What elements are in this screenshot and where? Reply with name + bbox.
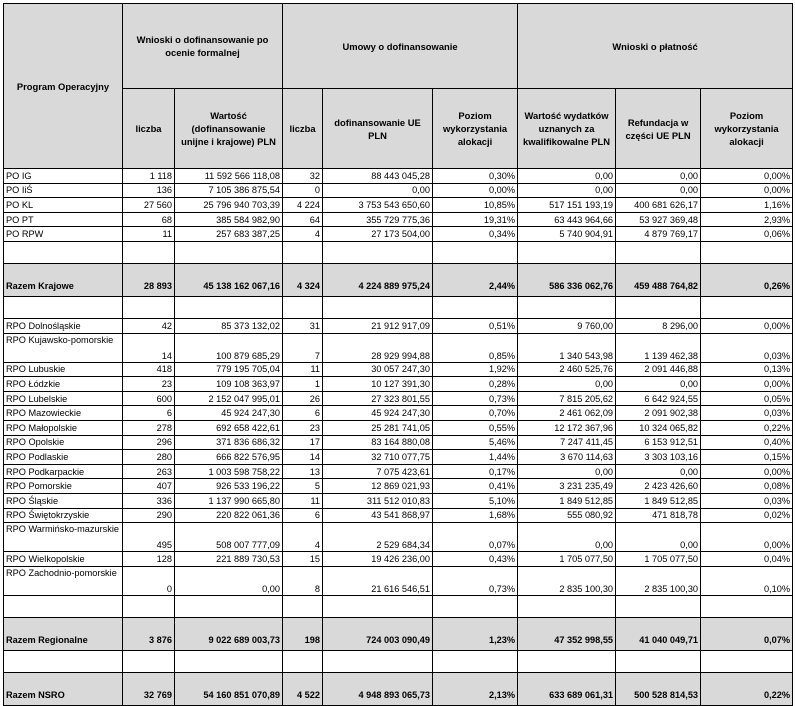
value-cell-c1: 1 118 [123, 169, 175, 184]
value-cell-v1: 257 683 387,25 [175, 227, 283, 242]
value-cell-p3: 0,00% [701, 169, 793, 184]
value-cell-p3: 0,02% [701, 508, 793, 523]
value-cell-r3: 0,00 [616, 464, 701, 479]
value-cell-p2: 2,44% [433, 263, 518, 296]
value-cell-c1: 0 [123, 566, 175, 595]
value-cell-p2: 5,10% [433, 493, 518, 508]
value-cell-v3: 517 151 193,19 [518, 198, 616, 213]
program-name-cell: RPO Podkarpackie [4, 464, 123, 479]
value-cell-p3: 1,16% [701, 198, 793, 213]
spacer-cell [123, 241, 175, 263]
spacer-cell [518, 650, 616, 672]
value-cell-r3: 0,00 [616, 523, 701, 552]
value-cell-v3: 1 340 543,98 [518, 333, 616, 362]
value-cell-r3: 400 681 626,17 [616, 198, 701, 213]
value-cell-v1: 109 108 363,97 [175, 377, 283, 392]
value-cell-c1: 3 876 [123, 617, 175, 650]
table-row [4, 420, 793, 435]
value-cell-v1: 100 879 685,29 [175, 333, 283, 362]
spacer-cell [616, 296, 701, 318]
value-cell-v3: 47 352 998,55 [518, 617, 616, 650]
spacer-cell [175, 650, 283, 672]
value-cell-v3: 12 172 367,96 [518, 420, 616, 435]
value-cell-v2: 12 869 021,93 [323, 479, 433, 494]
value-cell-v3: 1 849 512,85 [518, 493, 616, 508]
spacer-cell [323, 296, 433, 318]
value-cell-v1: 11 592 566 118,08 [175, 169, 283, 184]
value-cell-r3: 1 139 462,38 [616, 333, 701, 362]
value-cell-v2: 45 924 247,30 [323, 406, 433, 421]
value-cell-c2: 23 [283, 420, 323, 435]
spacer-cell [518, 296, 616, 318]
value-cell-v3: 5 740 904,91 [518, 227, 616, 242]
nsro-report-table [3, 3, 793, 706]
value-cell-p3: 0,22% [701, 420, 793, 435]
value-cell-p2: 10,85% [433, 198, 518, 213]
value-cell-r3: 1 849 512,85 [616, 493, 701, 508]
value-cell-v1: 666 822 576,95 [175, 450, 283, 465]
spacer-cell [433, 296, 518, 318]
value-cell-p2: 0,07% [433, 523, 518, 552]
value-cell-r3: 4 879 769,17 [616, 227, 701, 242]
spacer-cell [616, 241, 701, 263]
value-cell-v2: 21 912 917,09 [323, 318, 433, 333]
program-name-cell: PO IiŚ [4, 183, 123, 198]
value-cell-v2: 27 173 504,00 [323, 227, 433, 242]
value-cell-c2: 8 [283, 566, 323, 595]
table-row [4, 523, 793, 552]
value-cell-v2: 27 323 801,55 [323, 391, 433, 406]
table-row [4, 212, 793, 227]
value-cell-v3: 2 835 100,30 [518, 566, 616, 595]
value-cell-v2: 83 164 880,08 [323, 435, 433, 450]
value-cell-v1: 45 924 247,30 [175, 406, 283, 421]
program-name-cell: RPO Małopolskie [4, 420, 123, 435]
spacer-cell [616, 595, 701, 617]
value-cell-p2: 0,41% [433, 479, 518, 494]
value-cell-c1: 336 [123, 493, 175, 508]
value-cell-p3: 0,13% [701, 362, 793, 377]
value-cell-r3: 471 818,78 [616, 508, 701, 523]
value-cell-r3: 500 528 814,53 [616, 672, 701, 705]
value-cell-c1: 290 [123, 508, 175, 523]
value-cell-p3: 0,04% [701, 552, 793, 567]
value-cell-v2: 0,00 [323, 183, 433, 198]
value-cell-c2: 31 [283, 318, 323, 333]
header-applications-value: Wartość (dofinansowanie unijne i krajowe) PLN [175, 89, 283, 169]
value-cell-p3: 0,03% [701, 406, 793, 421]
value-cell-r3: 0,00 [616, 169, 701, 184]
spacer-row [4, 296, 793, 318]
value-cell-p3: 0,00% [701, 183, 793, 198]
header-payments-value: Wartość wydatków uznanych za kwalifikowalne PLN [518, 89, 616, 169]
value-cell-r3: 8 296,00 [616, 318, 701, 333]
spacer-row [4, 650, 793, 672]
value-cell-v3: 0,00 [518, 377, 616, 392]
value-cell-v3: 63 443 964,66 [518, 212, 616, 227]
spacer-cell [701, 241, 793, 263]
value-cell-p2: 0,34% [433, 227, 518, 242]
value-cell-v1: 1 137 990 665,80 [175, 493, 283, 508]
program-name-cell: RPO Kujawsko-pomorskie [4, 333, 123, 362]
spacer-row [4, 595, 793, 617]
spacer-cell [123, 650, 175, 672]
value-cell-p2: 19,31% [433, 212, 518, 227]
value-cell-v3: 7 815 205,62 [518, 391, 616, 406]
value-cell-v1: 779 195 705,04 [175, 362, 283, 377]
value-cell-v1: 7 105 386 875,54 [175, 183, 283, 198]
spacer-cell [175, 296, 283, 318]
value-cell-v1: 45 138 162 067,16 [175, 263, 283, 296]
value-cell-v3: 0,00 [518, 523, 616, 552]
table-row [4, 435, 793, 450]
spacer-cell [701, 595, 793, 617]
header-contracts-level: Poziom wykorzystania alokacji [433, 89, 518, 169]
header-payments-refund: Refundacja w części UE PLN [616, 89, 701, 169]
spacer-cell [123, 296, 175, 318]
program-name-cell: Razem Krajowe [4, 263, 123, 296]
value-cell-c1: 11 [123, 227, 175, 242]
value-cell-c2: 17 [283, 435, 323, 450]
value-cell-p3: 2,93% [701, 212, 793, 227]
value-cell-p2: 0,28% [433, 377, 518, 392]
program-name-cell: RPO Warmińsko-mazurskie [4, 523, 123, 552]
value-cell-c1: 600 [123, 391, 175, 406]
value-cell-r3: 6 153 912,51 [616, 435, 701, 450]
value-cell-c1: 128 [123, 552, 175, 567]
table-row [4, 464, 793, 479]
value-cell-c2: 1 [283, 377, 323, 392]
table-row [4, 362, 793, 377]
value-cell-c2: 198 [283, 617, 323, 650]
header-contracts-count: liczba [283, 89, 323, 169]
value-cell-r3: 0,00 [616, 183, 701, 198]
value-cell-v2: 4 948 893 065,73 [323, 672, 433, 705]
value-cell-v1: 1 003 598 758,22 [175, 464, 283, 479]
value-cell-p2: 0,51% [433, 318, 518, 333]
value-cell-v2: 2 529 684,34 [323, 523, 433, 552]
spacer-cell [701, 650, 793, 672]
spacer-cell [283, 650, 323, 672]
value-cell-v3: 3 231 235,49 [518, 479, 616, 494]
value-cell-v1: 926 533 196,22 [175, 479, 283, 494]
header-applications-count: liczba [123, 89, 175, 169]
program-name-cell: RPO Lubelskie [4, 391, 123, 406]
value-cell-c1: 495 [123, 523, 175, 552]
value-cell-c2: 6 [283, 508, 323, 523]
table-row [4, 169, 793, 184]
value-cell-v3: 0,00 [518, 464, 616, 479]
program-name-cell: Razem Regionalne [4, 617, 123, 650]
value-cell-v2: 10 127 391,30 [323, 377, 433, 392]
value-cell-v2: 30 057 247,30 [323, 362, 433, 377]
value-cell-v1: 508 007 777,09 [175, 523, 283, 552]
value-cell-r3: 2 835 100,30 [616, 566, 701, 595]
spacer-cell [616, 650, 701, 672]
value-cell-p3: 0,05% [701, 391, 793, 406]
value-cell-p2: 0,55% [433, 420, 518, 435]
value-cell-p3: 0,10% [701, 566, 793, 595]
spacer-cell [175, 241, 283, 263]
value-cell-v2: 355 729 775,36 [323, 212, 433, 227]
value-cell-v1: 0,00 [175, 566, 283, 595]
spacer-row [4, 241, 793, 263]
value-cell-c1: 263 [123, 464, 175, 479]
program-name-cell: RPO Zachodnio-pomorskie [4, 566, 123, 595]
total-row [4, 263, 793, 296]
table-row [4, 566, 793, 595]
value-cell-c1: 418 [123, 362, 175, 377]
value-cell-p3: 0,07% [701, 617, 793, 650]
program-name-cell: PO IG [4, 169, 123, 184]
value-cell-v3: 2 461 062,09 [518, 406, 616, 421]
value-cell-v2: 88 443 045,28 [323, 169, 433, 184]
value-cell-c1: 407 [123, 479, 175, 494]
value-cell-v3: 0,00 [518, 169, 616, 184]
value-cell-p2: 0,43% [433, 552, 518, 567]
table-row [4, 318, 793, 333]
spacer-cell [283, 296, 323, 318]
table-row [4, 391, 793, 406]
value-cell-p3: 0,00% [701, 377, 793, 392]
value-cell-c1: 42 [123, 318, 175, 333]
value-cell-p3: 0,03% [701, 493, 793, 508]
header-contracts-value: dofinansowanie UE PLN [323, 89, 433, 169]
spacer-cell [175, 595, 283, 617]
total-row [4, 672, 793, 705]
value-cell-p2: 0,73% [433, 391, 518, 406]
value-cell-p3: 0,06% [701, 227, 793, 242]
spacer-cell [123, 595, 175, 617]
value-cell-p3: 0,00% [701, 318, 793, 333]
value-cell-r3: 41 040 049,71 [616, 617, 701, 650]
value-cell-c2: 15 [283, 552, 323, 567]
value-cell-r3: 3 303 103,16 [616, 450, 701, 465]
value-cell-v2: 32 710 077,75 [323, 450, 433, 465]
value-cell-v1: 220 822 061,36 [175, 508, 283, 523]
value-cell-p2: 1,92% [433, 362, 518, 377]
value-cell-c1: 14 [123, 333, 175, 362]
value-cell-c1: 6 [123, 406, 175, 421]
value-cell-p3: 0,03% [701, 333, 793, 362]
spacer-cell [4, 650, 123, 672]
spacer-cell [4, 296, 123, 318]
value-cell-c2: 32 [283, 169, 323, 184]
table-row [4, 227, 793, 242]
spacer-cell [323, 595, 433, 617]
table-row [4, 508, 793, 523]
value-cell-r3: 2 423 426,60 [616, 479, 701, 494]
value-cell-v2: 4 224 889 975,24 [323, 263, 433, 296]
program-name-cell: RPO Śląskie [4, 493, 123, 508]
value-cell-r3: 0,00 [616, 377, 701, 392]
total-row [4, 617, 793, 650]
value-cell-v2: 311 512 010,83 [323, 493, 433, 508]
spacer-cell [518, 595, 616, 617]
value-cell-r3: 10 324 065,82 [616, 420, 701, 435]
value-cell-v3: 586 336 062,76 [518, 263, 616, 296]
value-cell-c1: 280 [123, 450, 175, 465]
value-cell-p3: 0,22% [701, 672, 793, 705]
spacer-cell [433, 650, 518, 672]
value-cell-v2: 28 929 994,88 [323, 333, 433, 362]
value-cell-c2: 5 [283, 479, 323, 494]
table-row [4, 552, 793, 567]
program-name-cell: RPO Łódzkie [4, 377, 123, 392]
value-cell-p2: 0,17% [433, 464, 518, 479]
value-cell-p3: 0,08% [701, 479, 793, 494]
value-cell-c2: 6 [283, 406, 323, 421]
value-cell-p3: 0,00% [701, 464, 793, 479]
spacer-cell [323, 650, 433, 672]
value-cell-v3: 3 670 114,63 [518, 450, 616, 465]
value-cell-c2: 4 [283, 227, 323, 242]
value-cell-v3: 9 760,00 [518, 318, 616, 333]
table-row [4, 450, 793, 465]
program-name-cell: RPO Lubuskie [4, 362, 123, 377]
program-name-cell: RPO Podlaskie [4, 450, 123, 465]
spacer-cell [4, 241, 123, 263]
program-name-cell: RPO Wielkopolskie [4, 552, 123, 567]
value-cell-v1: 371 836 686,32 [175, 435, 283, 450]
value-cell-r3: 6 642 924,55 [616, 391, 701, 406]
program-name-cell: Razem NSRO [4, 672, 123, 705]
value-cell-p3: 0,26% [701, 263, 793, 296]
value-cell-v2: 724 003 090,49 [323, 617, 433, 650]
value-cell-v3: 7 247 411,45 [518, 435, 616, 450]
value-cell-c2: 11 [283, 493, 323, 508]
value-cell-p2: 0,73% [433, 566, 518, 595]
value-cell-p2: 1,44% [433, 450, 518, 465]
value-cell-v2: 25 281 741,05 [323, 420, 433, 435]
spacer-cell [283, 241, 323, 263]
value-cell-r3: 459 488 764,82 [616, 263, 701, 296]
table-row [4, 333, 793, 362]
value-cell-v2: 19 426 236,00 [323, 552, 433, 567]
value-cell-v2: 3 753 543 650,60 [323, 198, 433, 213]
header-program: Program Operacyjny [4, 4, 123, 169]
table-row [4, 406, 793, 421]
table-row [4, 377, 793, 392]
value-cell-r3: 1 705 077,50 [616, 552, 701, 567]
value-cell-c2: 4 224 [283, 198, 323, 213]
value-cell-p2: 0,70% [433, 406, 518, 421]
table-row [4, 493, 793, 508]
spacer-cell [4, 595, 123, 617]
value-cell-c2: 13 [283, 464, 323, 479]
report-table-container [3, 3, 792, 706]
value-cell-v1: 9 022 689 003,73 [175, 617, 283, 650]
value-cell-p3: 0,15% [701, 450, 793, 465]
program-name-cell: RPO Dolnośląskie [4, 318, 123, 333]
value-cell-v2: 21 616 546,51 [323, 566, 433, 595]
value-cell-c1: 68 [123, 212, 175, 227]
value-cell-v2: 7 075 423,61 [323, 464, 433, 479]
spacer-cell [323, 241, 433, 263]
value-cell-v1: 25 796 940 703,39 [175, 198, 283, 213]
value-cell-r3: 2 091 902,38 [616, 406, 701, 421]
value-cell-v1: 385 584 982,90 [175, 212, 283, 227]
value-cell-r3: 53 927 369,48 [616, 212, 701, 227]
value-cell-v1: 85 373 132,02 [175, 318, 283, 333]
table-row [4, 479, 793, 494]
value-cell-v1: 221 889 730,53 [175, 552, 283, 567]
spacer-cell [283, 595, 323, 617]
program-name-cell: RPO Świętokrzyskie [4, 508, 123, 523]
value-cell-c2: 14 [283, 450, 323, 465]
program-name-cell: PO PT [4, 212, 123, 227]
value-cell-v3: 633 689 061,31 [518, 672, 616, 705]
header-group-applications: Wnioski o dofinansowanie po ocenie formalnej [123, 4, 283, 89]
value-cell-p2: 2,13% [433, 672, 518, 705]
value-cell-v3: 555 080,92 [518, 508, 616, 523]
value-cell-p2: 0,00% [433, 183, 518, 198]
value-cell-c1: 296 [123, 435, 175, 450]
program-name-cell: PO RPW [4, 227, 123, 242]
value-cell-v1: 692 658 422,61 [175, 420, 283, 435]
value-cell-p3: 0,00% [701, 523, 793, 552]
header-payments-level: Poziom wykorzystania alokacji [701, 89, 793, 169]
value-cell-v1: 54 160 851 070,89 [175, 672, 283, 705]
spacer-cell [433, 241, 518, 263]
value-cell-c1: 32 769 [123, 672, 175, 705]
table-row [4, 183, 793, 198]
value-cell-p3: 0,40% [701, 435, 793, 450]
value-cell-c2: 64 [283, 212, 323, 227]
value-cell-c2: 0 [283, 183, 323, 198]
value-cell-p2: 0,30% [433, 169, 518, 184]
value-cell-c2: 26 [283, 391, 323, 406]
value-cell-p2: 1,68% [433, 508, 518, 523]
value-cell-c2: 4 [283, 523, 323, 552]
program-name-cell: RPO Mazowieckie [4, 406, 123, 421]
value-cell-c1: 136 [123, 183, 175, 198]
value-cell-p2: 1,23% [433, 617, 518, 650]
spacer-cell [433, 595, 518, 617]
value-cell-c2: 4 324 [283, 263, 323, 296]
value-cell-c2: 7 [283, 333, 323, 362]
value-cell-c2: 11 [283, 362, 323, 377]
spacer-cell [518, 241, 616, 263]
program-name-cell: RPO Opolskie [4, 435, 123, 450]
table-body [4, 169, 793, 706]
value-cell-v2: 43 541 868,97 [323, 508, 433, 523]
program-name-cell: PO KL [4, 198, 123, 213]
value-cell-c1: 23 [123, 377, 175, 392]
table-row [4, 198, 793, 213]
value-cell-p2: 0,85% [433, 333, 518, 362]
value-cell-v3: 0,00 [518, 183, 616, 198]
value-cell-r3: 2 091 446,88 [616, 362, 701, 377]
value-cell-c2: 4 522 [283, 672, 323, 705]
value-cell-v3: 2 460 525,76 [518, 362, 616, 377]
value-cell-c1: 28 893 [123, 263, 175, 296]
program-name-cell: RPO Pomorskie [4, 479, 123, 494]
header-group-contracts: Umowy o dofinansowanie [283, 4, 518, 89]
header-group-payments: Wnioski o płatność [518, 4, 793, 89]
spacer-cell [701, 296, 793, 318]
value-cell-v1: 2 152 047 995,01 [175, 391, 283, 406]
value-cell-p2: 5,46% [433, 435, 518, 450]
value-cell-c1: 27 560 [123, 198, 175, 213]
value-cell-v3: 1 705 077,50 [518, 552, 616, 567]
value-cell-c1: 278 [123, 420, 175, 435]
